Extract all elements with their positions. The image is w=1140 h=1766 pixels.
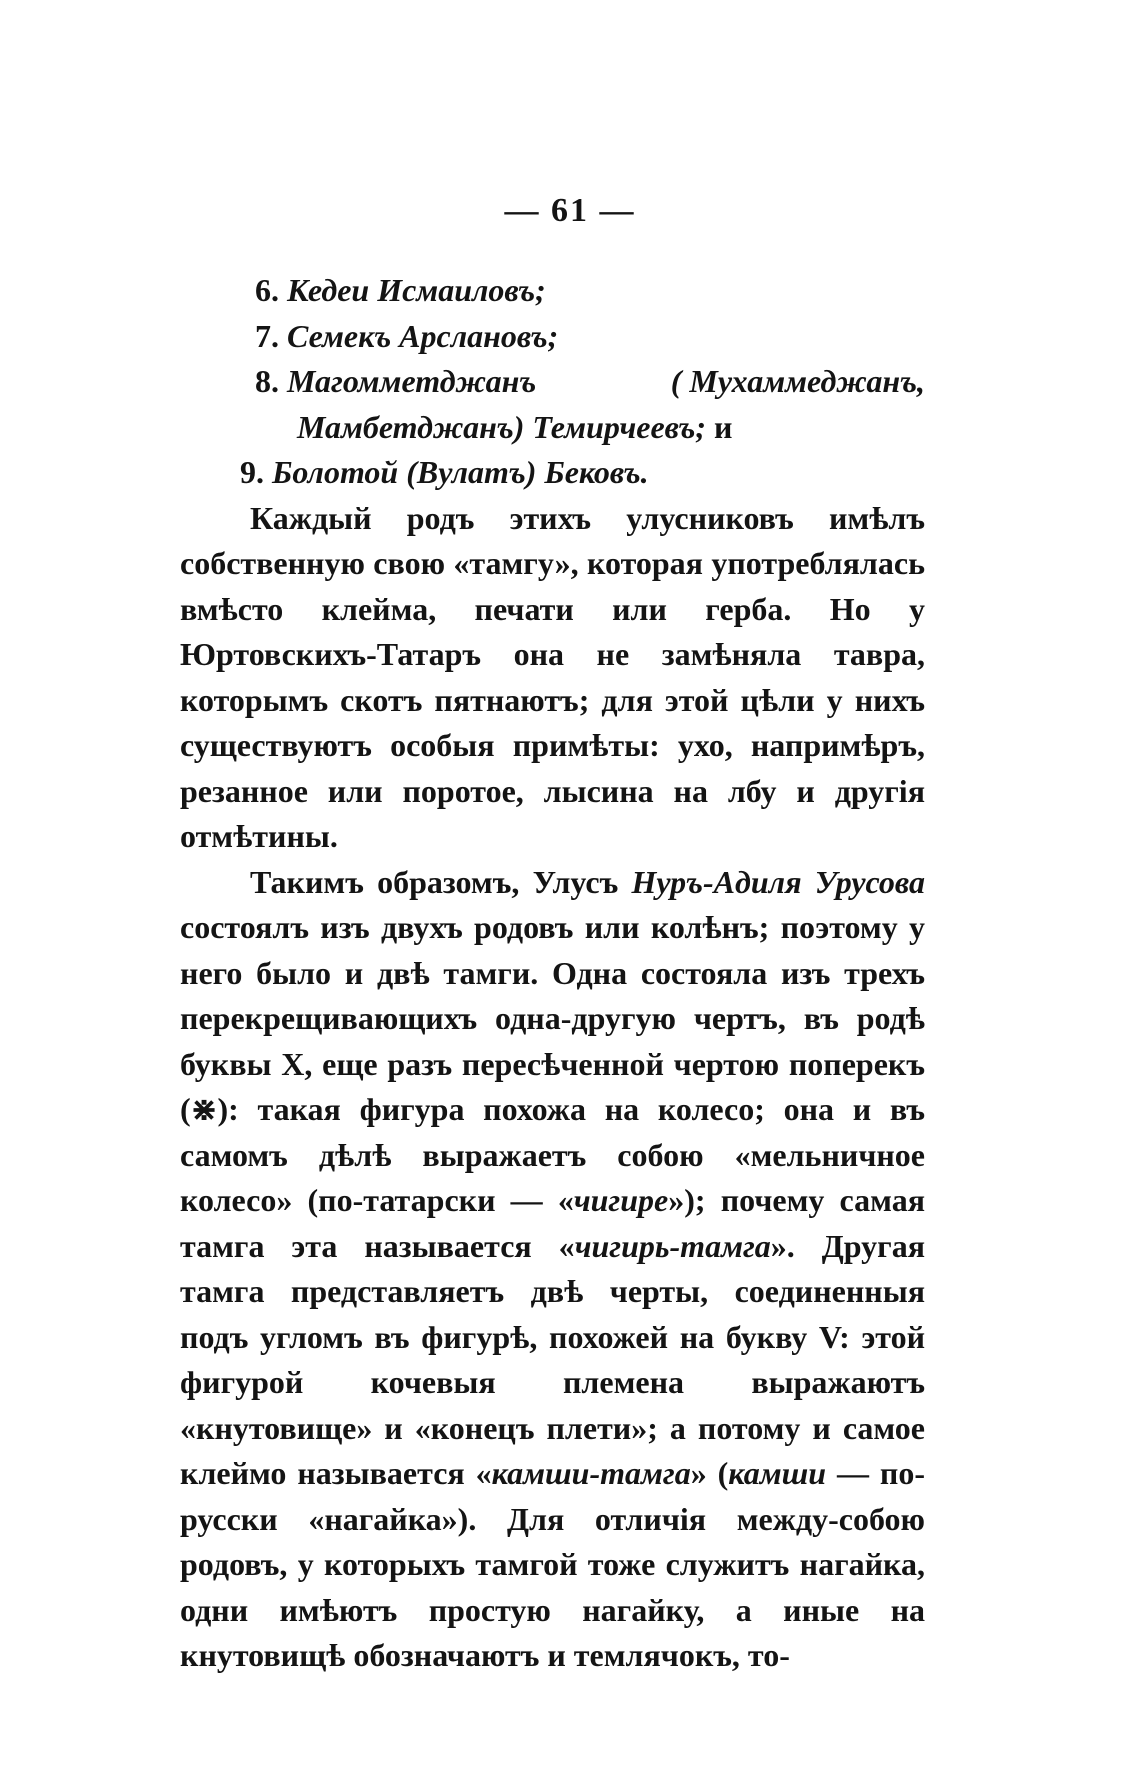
list-item-8-continued xyxy=(180,405,925,451)
paragraph-tamga-intro: Каждый родъ этихъ улусниковъ имѣлъ собственную свою «тамгу», которая употреблялась вмѣсто клейма, печати или герба. Но у Юртовскихъ-Татаръ она не замѣняла тавра, которымъ скотъ пятнаютъ; для этой цѣли у нихъ существуютъ особыя примѣты: ухо, напримѣръ, резанное или поротое, лысина на лбу и другія отмѣтины. xyxy=(180,499,925,854)
text-run: » ( xyxy=(690,1455,729,1491)
list-name: Мамбетджанъ) xyxy=(297,408,525,445)
list-number: 9. xyxy=(240,454,264,490)
list-number: 6. xyxy=(255,272,279,308)
list-number: 8. xyxy=(255,363,279,399)
text-run: состоялъ изъ двухъ родовъ или колѣнъ; поэтому у него было и двѣ тамги. Одна состояла изъ трехъ перекрещивающихъ одна-другую чертъ, въ родѣ буквы X, еще разъ пересѣченной чертою поперекъ ( xyxy=(180,909,925,1127)
term-chigire: чигире xyxy=(573,1182,669,1218)
list-alt-name: ( Мухаммеджанъ, xyxy=(670,363,925,399)
page-number: — 61 — xyxy=(504,192,636,229)
text-run: Такимъ образомъ, Улусъ xyxy=(250,863,632,900)
list-item-6 xyxy=(180,268,925,314)
list-surname: Бековъ. xyxy=(544,454,649,490)
term-chigir-tamga: чигирь-тамга xyxy=(574,1227,771,1264)
text-block xyxy=(180,268,925,1679)
list-item-9 xyxy=(180,450,925,496)
list-name: Кедеи Исмаиловъ; xyxy=(287,272,546,308)
list-name: Семекъ Арслановъ; xyxy=(287,317,559,354)
text-run: ): такая фигура похожа на колесо; она и въ самомъ дѣлѣ выражаетъ собою «мельничное колесо» (по-татарски — « xyxy=(180,1091,925,1218)
term-kamshi-tamga: камши-тамга xyxy=(491,1455,691,1491)
term-kamshi: камши xyxy=(728,1455,827,1491)
list-surname: Темирчеевъ; xyxy=(524,408,707,445)
list-item-7 xyxy=(180,314,925,360)
paragraph-tamga-description xyxy=(180,860,925,1679)
text-run: — по-русски «нагайка»). Для отличія между-собою родовъ, у которыхъ тамгой тоже служитъ нагайка, одни имѣютъ простую нагайку, а иные на кнутовищѣ обозначаютъ и темлячокъ, то- xyxy=(180,1455,926,1673)
list-name: Магомметджанъ xyxy=(287,363,537,399)
list-number: 7. xyxy=(255,317,279,354)
list-conjunction: и xyxy=(706,408,733,445)
crossed-x-symbol-icon: ⋇ xyxy=(190,1091,218,1127)
text-run: ». Другая тамга представляетъ двѣ черты, соединенныя подъ угломъ въ фигурѣ, похожей на букву V: этой фигурой кочевыя племена выражаютъ «кнутовище» и «конецъ плети»; а потому и самое клеймо называется « xyxy=(180,1227,926,1491)
list-name: Болотой xyxy=(272,454,399,490)
text-run: »); почему самая тамга эта называется « xyxy=(180,1182,925,1264)
ulus-name: Нуръ-Адиля Урусова xyxy=(631,863,925,900)
list-item-8 xyxy=(180,359,925,405)
list-alt-name: (Вулатъ) xyxy=(406,454,537,490)
